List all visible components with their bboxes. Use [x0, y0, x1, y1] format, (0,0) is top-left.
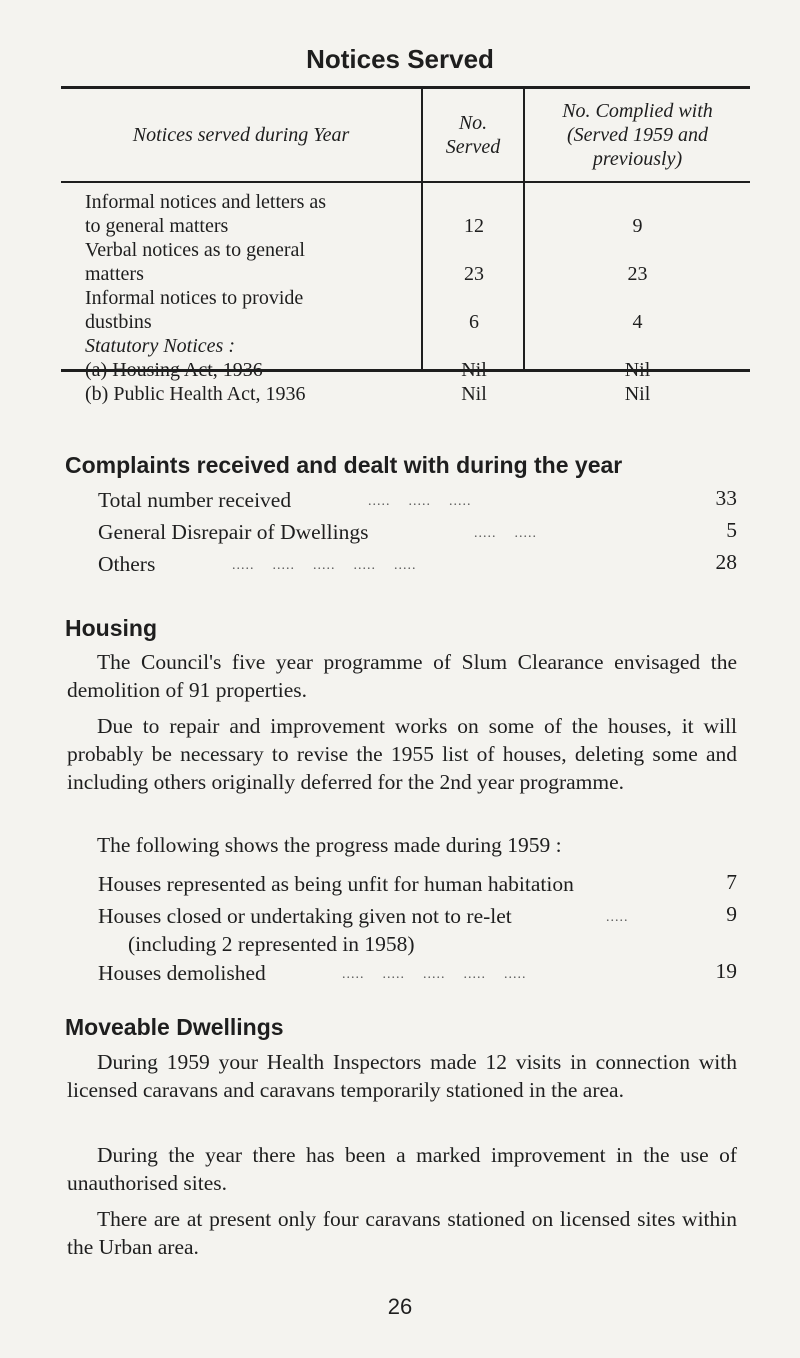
complaints-heading: Complaints received and dealt with during the year [65, 452, 623, 478]
row-1-label-line1: Informal notices and letters as [85, 191, 327, 213]
row-2-served: 23 [464, 263, 484, 285]
housing-heading: Housing [65, 615, 157, 641]
statutory-b-served: Nil [461, 383, 487, 405]
table-row [61, 263, 750, 286]
moveable-paragraph-2: During the year there has been a marked improvement in the use of unauthorised sites. [67, 1143, 737, 1195]
complaints-item-value: 33 [715, 486, 737, 510]
header-no-complied [525, 89, 750, 181]
statutory-b-complied: Nil [624, 383, 651, 405]
housing-item-value: 7 [726, 870, 737, 894]
statutory-b-label: (b) Public Health Act, 1936 [85, 383, 306, 405]
housing-item-label: Houses demolished [98, 961, 266, 985]
complaints-item-label: Total number received [98, 488, 292, 512]
page-title: Notices Served [306, 44, 494, 74]
leader-dots: ..... ..... ..... ..... ..... [342, 967, 527, 982]
leader-dots: ..... ..... ..... [368, 494, 472, 509]
statutory-a-label: (a) Housing Act, 1936 [85, 359, 263, 381]
row-3-label-line2: dustbins [85, 311, 152, 333]
housing-item-value: 9 [726, 902, 737, 926]
table-row [61, 383, 750, 406]
complaints-item-value: 5 [726, 518, 737, 542]
table-body [61, 185, 750, 405]
moveable-paragraph-3: There are at present only four caravans stationed on licensed sites within the Urban area. [67, 1207, 737, 1259]
leader-dots: ..... [606, 910, 629, 925]
leader-dots: ..... ..... [474, 526, 537, 541]
housing-item-label: Houses represented as being unfit for human habitation [98, 872, 574, 896]
table-row [61, 311, 750, 334]
header-no-served-line1: No. [458, 112, 488, 134]
row-3-served: 6 [469, 311, 479, 333]
notices-table [61, 86, 750, 405]
housing-paragraph-3: The following shows the progress made during 1959 : [97, 833, 562, 857]
complaints-item-label: General Disrepair of Dwellings [98, 520, 369, 544]
header-no-served [423, 89, 525, 181]
row-2-complied: 23 [627, 263, 648, 285]
header-complied-line3: previously) [592, 148, 683, 170]
housing-item-label: Houses closed or undertaking given not to re-let [98, 904, 512, 928]
row-1-complied: 9 [632, 215, 643, 237]
row-2-label-line1: Verbal notices as to general [85, 239, 305, 261]
table-row [61, 359, 750, 382]
header-notices-served: Notices served during Year [61, 89, 423, 181]
row-1-served: 12 [464, 215, 484, 237]
housing-item-value: 19 [715, 959, 737, 983]
housing-paragraph-2: Due to repair and improvement works on some of the houses, it will probably be necessary to revise the 1955 list of houses, deleting some and including others originally deferred for the 2nd year programme. [67, 714, 737, 794]
leader-dots: ..... ..... ..... ..... ..... [232, 558, 417, 573]
housing-paragraph-1: The Council's five year programme of Slum Clearance envisaged the demolition of 91 properties. [67, 650, 737, 702]
moveable-heading: Moveable Dwellings [65, 1014, 284, 1040]
moveable-paragraph-1: During 1959 your Health Inspectors made 12 visits in connection with licensed caravans and caravans temporarily stationed in the area. [67, 1050, 737, 1102]
table-header [61, 89, 750, 183]
row-2-label-line2: matters [85, 263, 144, 285]
header-complied-line1: No. Complied with [562, 100, 713, 122]
header-complied-line2: (Served 1959 and [566, 124, 709, 146]
housing-item-sub: (including 2 represented in 1958) [128, 932, 415, 956]
row-1-label-line2: to general matters [85, 215, 229, 237]
row-3-label-line1: Informal notices to provide [85, 287, 304, 309]
statutory-heading: Statutory Notices : [85, 335, 235, 357]
header-no-served-line2: Served [445, 136, 501, 158]
complaints-item-value: 28 [715, 550, 737, 574]
table-row [61, 215, 750, 238]
statutory-a-complied: Nil [624, 359, 651, 381]
statutory-a-served: Nil [461, 359, 487, 381]
row-3-complied: 4 [632, 311, 643, 333]
page-number: 26 [387, 1294, 413, 1319]
complaints-item-label: Others [98, 552, 156, 576]
